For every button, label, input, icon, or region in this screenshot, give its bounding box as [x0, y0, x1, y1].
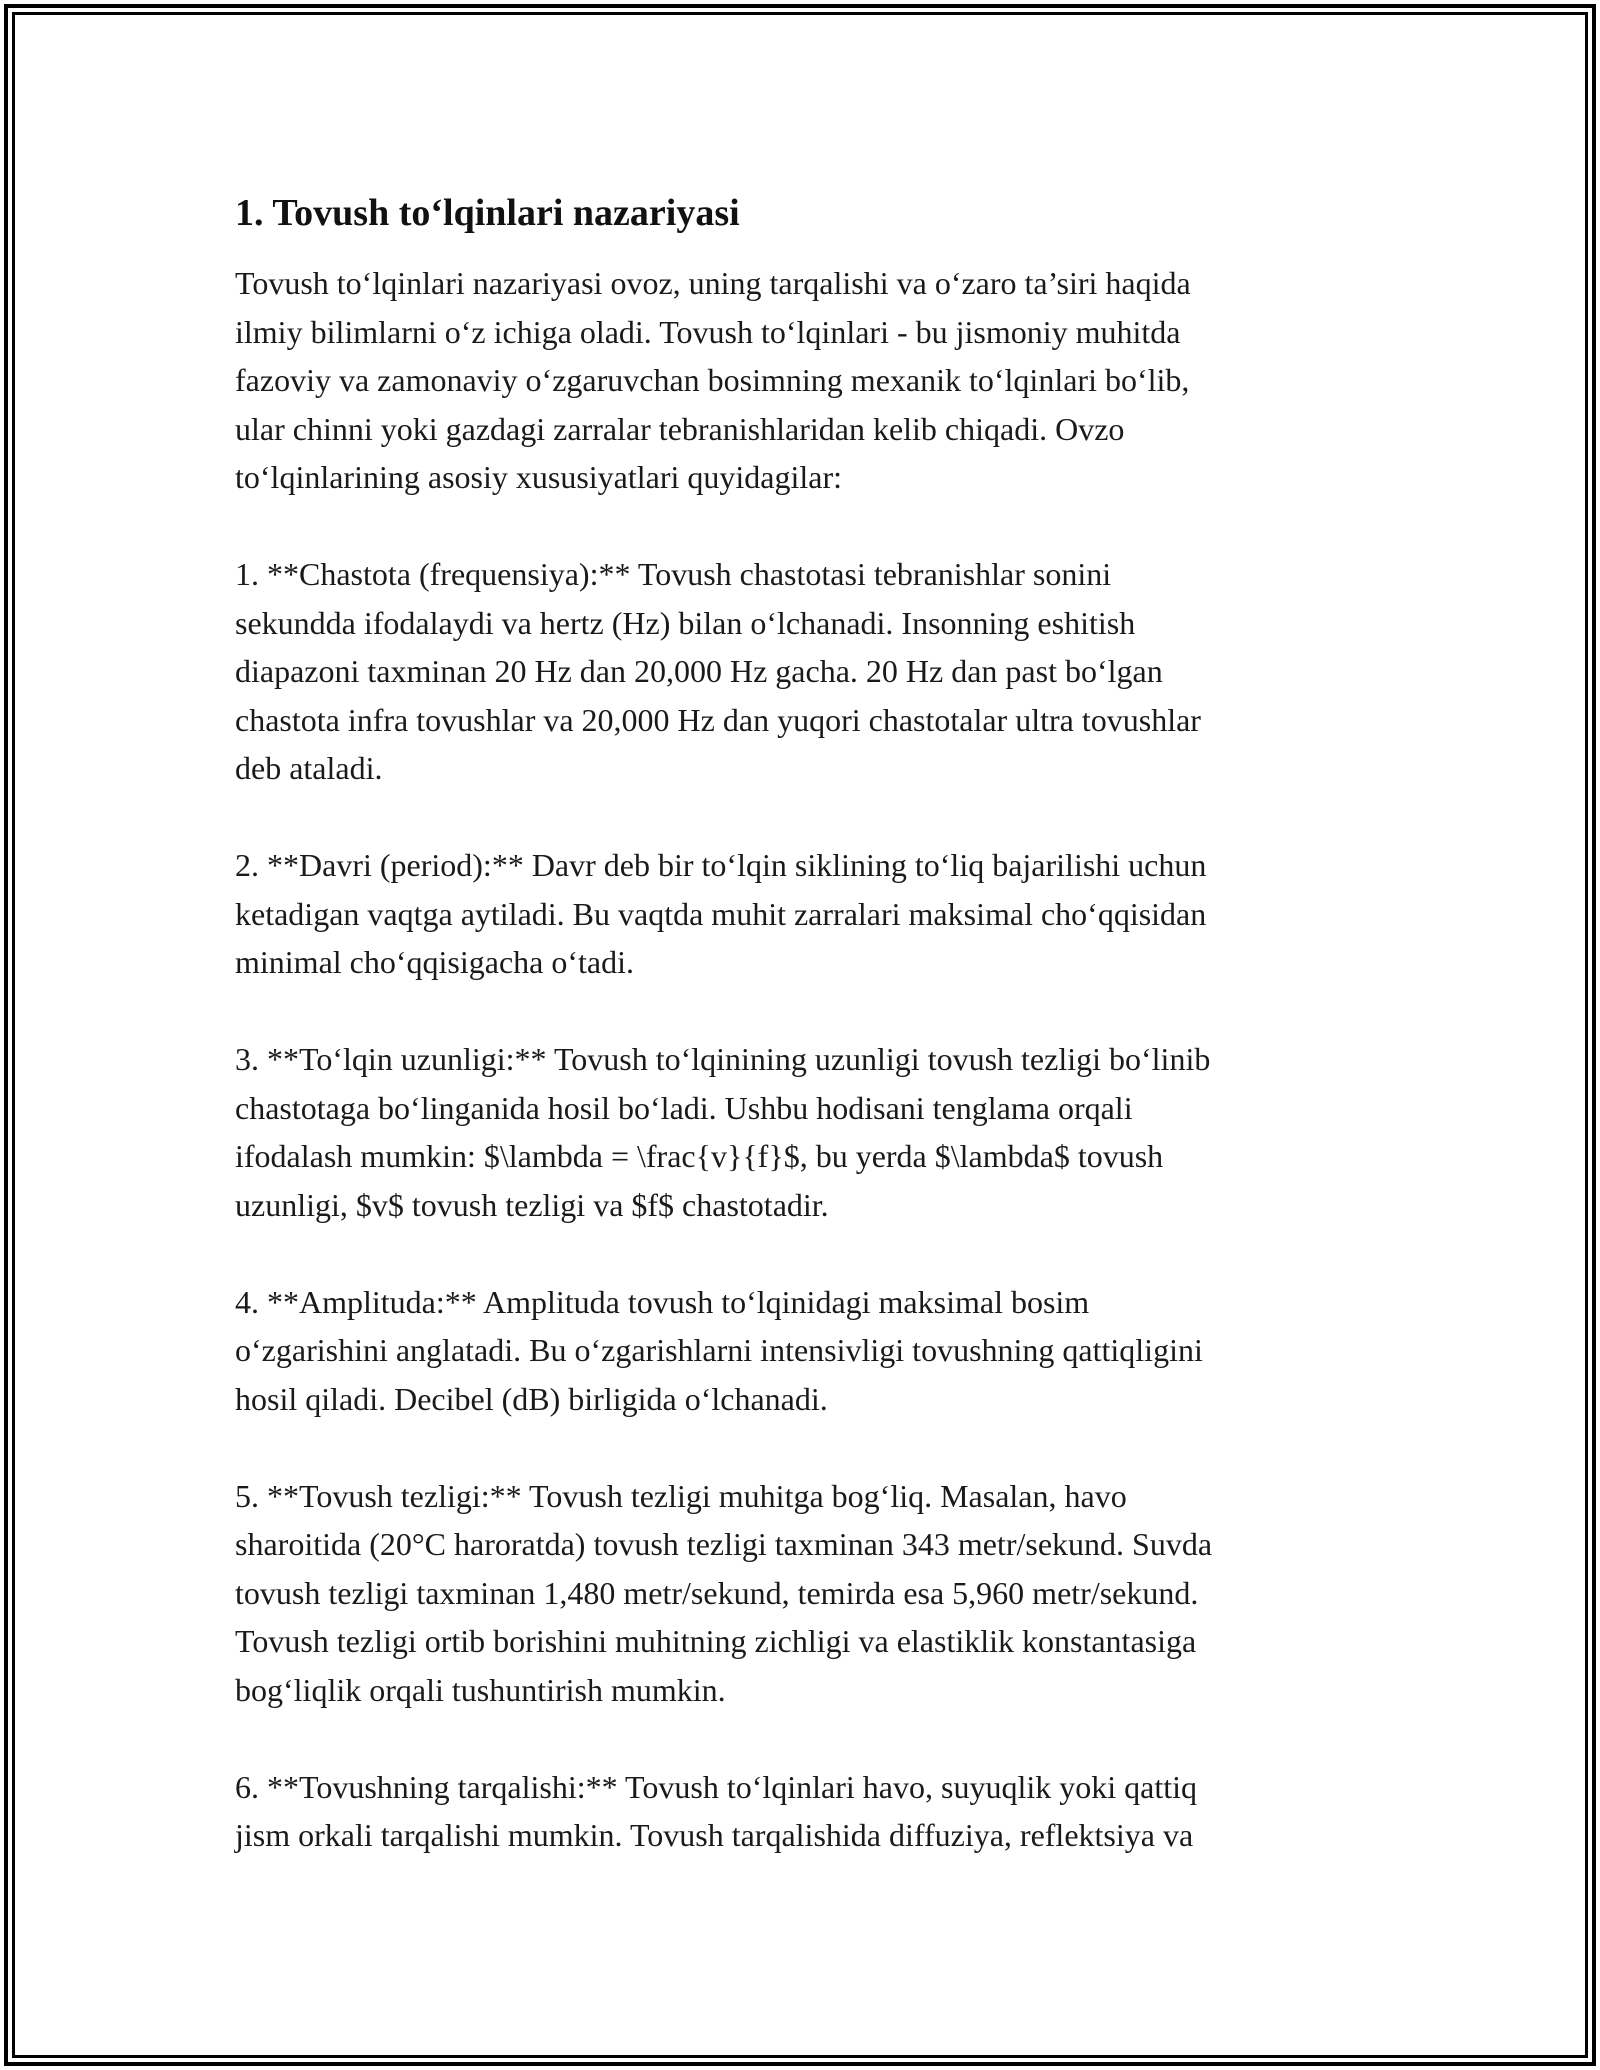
text-line: hosil qiladi. Decibel (dB) birligida o‘lchanadi. — [235, 1380, 828, 1417]
text-line: Tovush tezligi ortib borishini muhitning zichligi va elastiklik konstantasiga — [235, 1623, 1197, 1659]
text-line: 4. **Amplituda:** Amplituda tovush to‘lqinidagi maksimal bosim — [235, 1283, 1090, 1320]
text-line: o‘zgarishini anglatadi. Bu o‘zgarishlarni intensivligi tovushning qattiqligini — [235, 1332, 1203, 1368]
text-line: jism orkali tarqalishi mumkin. Tovush tarqalishida diffuziya, reflektsiya va — [235, 1817, 1194, 1853]
text-line: chastota infra tovushlar va 20,000 Hz dan yuqori chastotalar ultra tovushlar — [235, 701, 1201, 738]
text-line: fazoviy va zamonaviy o‘zgaruvchan bosimning mexanik to‘lqinlari bo‘lib, — [235, 362, 1190, 398]
list-item-frequency — [235, 550, 1370, 793]
text-line: Tovush to‘lqinlari nazariyasi ovoz, uning tarqalishi va o‘zaro ta’siri haqida — [235, 265, 1191, 301]
text-line: 2. **Davri (period):** Davr deb bir to‘lqin siklining to‘liq bajarilishi uchun — [235, 847, 1207, 883]
text-line: sekundda ifodalaydi va hertz (Hz) bilan o‘lchanadi. Insonning eshitish — [235, 604, 1136, 641]
text-line: 6. **Tovushning tarqalishi:** Tovush to‘lqinlari havo, suyuqlik yoki qattiq — [235, 1768, 1197, 1805]
text-line: ilmiy bilimlarni o‘z ichiga oladi. Tovush to‘lqinlari - bu jismoniy muhitda — [235, 313, 1181, 350]
text-line: to‘lqinlarining asosiy xususiyatlari quyidagilar: — [235, 459, 843, 495]
text-line: chastotaga bo‘linganida hosil bo‘ladi. Ushbu hodisani tenglama orqali — [235, 1089, 1133, 1126]
text-line: diapazoni taxminan 20 Hz dan 20,000 Hz gacha. 20 Hz dan past bo‘lgan — [235, 653, 1163, 689]
list-item-wavelength — [235, 1035, 1370, 1229]
list-item-amplitude — [235, 1278, 1370, 1424]
list-item-sound-speed — [235, 1472, 1370, 1715]
text-line: ketadigan vaqtga aytiladi. Bu vaqtda muhit zarralari maksimal cho‘qqisidan — [235, 895, 1207, 932]
text-line: uzunligi, $v$ tovush tezligi va $f$ chastotadir. — [235, 1186, 829, 1223]
list-item-propagation — [235, 1763, 1370, 1860]
list-item-period — [235, 841, 1370, 987]
text-line: deb ataladi. — [235, 750, 383, 786]
text-line: 5. **Tovush tezligi:** Tovush tezligi muhitga bog‘liq. Masalan, havo — [235, 1477, 1127, 1514]
text-line: ular chinni yoki gazdagi zarralar tebranishlaridan kelib chiqadi. Ovzo — [235, 410, 1125, 447]
text-line: ifodalash mumkin: $\lambda = \frac{v}{f}$, bu yerda $\lambda$ tovush — [235, 1138, 1164, 1174]
section-heading: 1. Tovush to‘lqinlari nazariyasi — [235, 192, 740, 234]
text-line: minimal cho‘qqisigacha o‘tadi. — [235, 944, 634, 980]
text-line: sharoitida (20°C haroratda) tovush tezligi taxminan 343 metr/sekund. Suvda — [235, 1526, 1213, 1562]
text-line: bog‘liqlik orqali tushuntirish mumkin. — [235, 1671, 726, 1708]
text-line: 3. **To‘lqin uzunligi:** Tovush to‘lqinining uzunligi tovush tezligi bo‘linib — [235, 1041, 1211, 1077]
text-line: 1. **Chastota (frequensiya):** Tovush chastotasi tebranishlar sonini — [235, 556, 1112, 592]
intro-paragraph — [235, 259, 1370, 502]
text-line: tovush tezligi taxminan 1,480 metr/sekund, temirda esa 5,960 metr/sekund. — [235, 1574, 1199, 1611]
document-body — [235, 187, 1370, 1908]
